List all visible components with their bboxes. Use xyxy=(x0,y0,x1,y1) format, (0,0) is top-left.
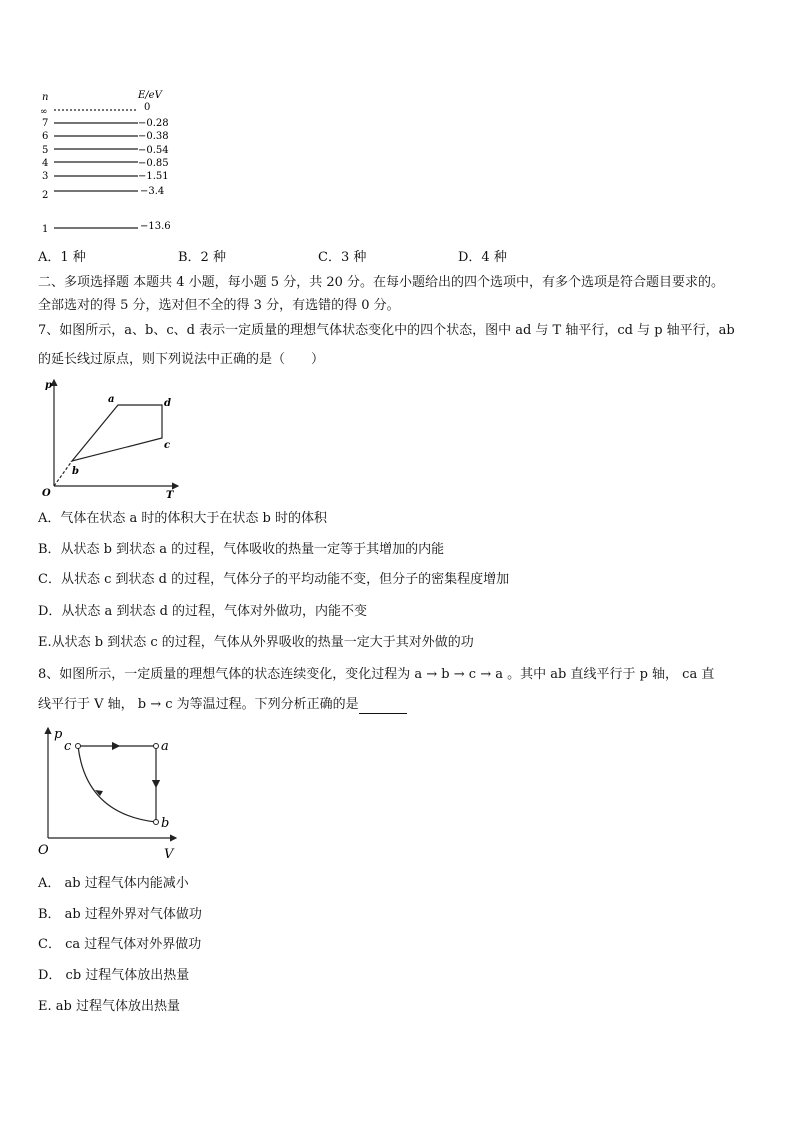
q8-point-c: c xyxy=(64,739,72,754)
q8-point-b-dot xyxy=(154,820,159,825)
q6-option-a[interactable]: A．1 种 xyxy=(38,250,86,265)
section2-instructions-line2: 全部选对的得 5 分，选对但不全的得 3 分，有选错的得 0 分。 xyxy=(38,298,400,313)
level-n-1: 1 xyxy=(42,224,49,235)
q7-pt-graph xyxy=(36,374,186,504)
q8-p-label: p xyxy=(54,727,63,742)
q8-option-e[interactable]: E. ab 过程气体放出热量 xyxy=(38,999,180,1014)
q8-answer-blank[interactable] xyxy=(359,699,407,714)
q8-stem-line1: 8、如图所示，一定质量的理想气体的状态连续变化，变化过程为 a → b → c → a 。其中 ab 直线平行于 p 轴， ca 直 xyxy=(38,667,715,682)
level-e-inf: 0 xyxy=(144,102,151,113)
level-e-5: −0.54 xyxy=(138,145,169,156)
q8-stem-line2 xyxy=(38,696,407,714)
level-e-1: −13.6 xyxy=(140,221,171,232)
q7-stem-line2: 的延长线过原点，则下列说法中正确的是（ ） xyxy=(38,352,325,367)
q8-option-a[interactable]: A． ab 过程气体内能减小 xyxy=(38,876,189,891)
level-e-3: −1.51 xyxy=(138,171,169,182)
q8-option-c[interactable]: C． ca 过程气体对外界做功 xyxy=(38,937,202,952)
q6-options xyxy=(38,246,760,265)
q7-point-d: d xyxy=(164,398,171,409)
level-e-7: −0.28 xyxy=(138,118,169,129)
q7-option-a[interactable]: A．气体在状态 a 时的体积大于在状态 b 时的体积 xyxy=(38,511,327,526)
q7-point-b: b xyxy=(72,466,79,477)
q8-v-label: V xyxy=(164,847,174,862)
q8-point-c-dot xyxy=(76,744,81,749)
q7-stem-line1: 7、如图所示，a、b、c、d 表示一定质量的理想气体状态变化中的四个状态，图中 ad 与 T 轴平行，cd 与 p 轴平行，ab xyxy=(38,323,735,338)
level-n-4: 4 xyxy=(42,158,49,169)
level-n-inf: ∞ xyxy=(40,107,48,117)
q7-t-label: T xyxy=(166,490,174,501)
q7-option-c[interactable]: C．从状态 c 到状态 d 的过程，气体分子的平均动能不变，但分子的密集程度增加 xyxy=(38,572,510,587)
q7-point-a: a xyxy=(108,394,115,405)
level-e-4: −0.85 xyxy=(138,158,169,169)
section2-instructions-line1: 二、多项选择题 本题共 4 小题，每小题 5 分，共 20 分。在每小题给出的四个选项中，有多个选项是符合题目要求的。 xyxy=(38,275,725,290)
q7-option-b[interactable]: B．从状态 b 到状态 a 的过程，气体吸收的热量一定等于其增加的内能 xyxy=(38,542,445,557)
energy-level-diagram xyxy=(28,86,178,238)
q8-option-b[interactable]: B． ab 过程外界对气体做功 xyxy=(38,907,202,922)
q8-pv-graph xyxy=(34,724,184,864)
level-n-5: 5 xyxy=(42,145,49,156)
n-axis-label: n xyxy=(42,92,49,103)
level-e-2: −3.4 xyxy=(140,186,165,197)
q6-option-b[interactable]: B．2 种 xyxy=(178,250,226,265)
level-n-3: 3 xyxy=(42,171,49,182)
q7-option-d[interactable]: D．从状态 a 到状态 d 的过程，气体对外做功，内能不变 xyxy=(38,604,368,619)
level-e-6: −0.38 xyxy=(138,131,169,142)
level-n-7: 7 xyxy=(42,118,49,129)
level-n-2: 2 xyxy=(42,190,49,201)
q7-point-c: c xyxy=(164,440,171,451)
q8-bc-isotherm xyxy=(78,746,156,822)
q7-origin-extension xyxy=(54,461,72,486)
q8-point-a: a xyxy=(161,739,169,754)
q8-option-d[interactable]: D． cb 过程气体放出热量 xyxy=(38,968,190,983)
q7-option-e[interactable]: E.从状态 b 到状态 c 的过程，气体从外界吸收的热量一定大于其对外做的功 xyxy=(38,635,474,650)
energy-axis-label: E/eV xyxy=(138,90,162,101)
q8-origin-label: O xyxy=(38,843,49,858)
q6-option-d[interactable]: D．4 种 xyxy=(458,250,507,265)
q7-p-label: p xyxy=(45,380,52,391)
q6-option-c[interactable]: C．3 种 xyxy=(318,250,367,265)
q7-cycle-path xyxy=(72,405,162,461)
q8-point-b: b xyxy=(161,816,170,831)
q7-origin-label: O xyxy=(42,488,51,499)
q8-stem-line2-text: 线平行于 V 轴， b → c 为等温过程。下列分析正确的是 xyxy=(38,697,359,712)
level-n-6: 6 xyxy=(42,131,49,142)
q8-point-a-dot xyxy=(154,744,159,749)
